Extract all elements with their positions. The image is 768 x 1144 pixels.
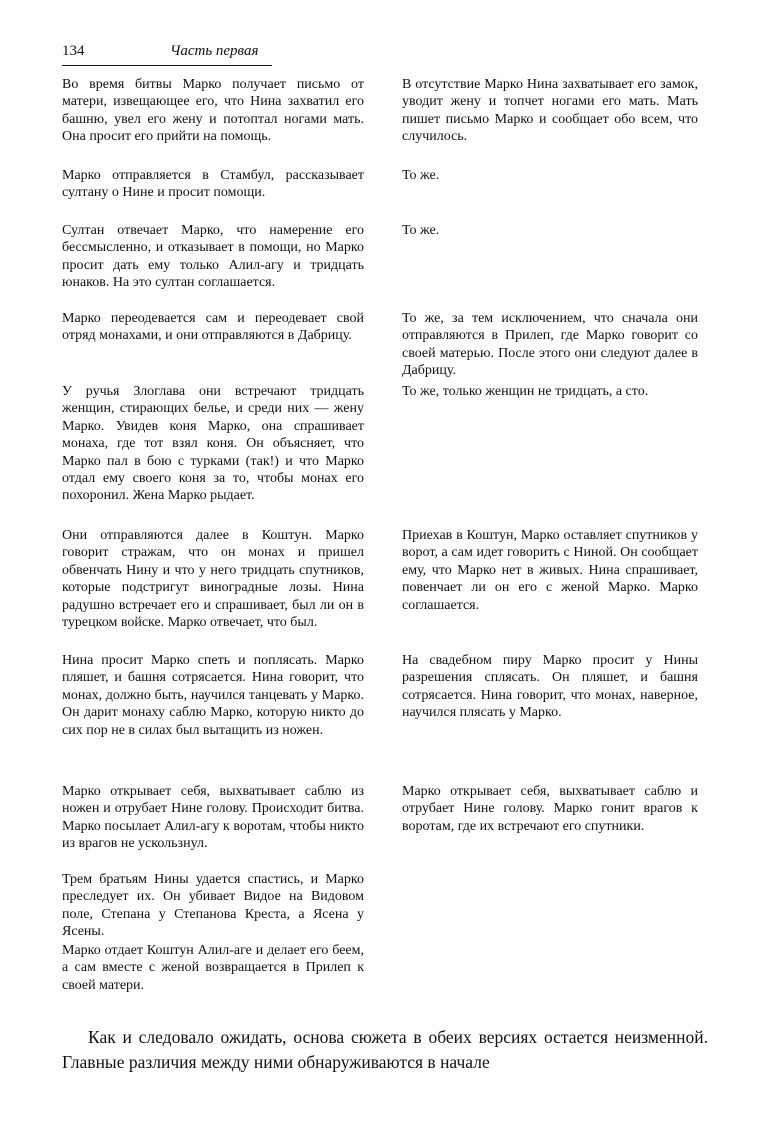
right-column-paragraph-7: На свадебном пиру Марко просит у Нины разрешения сплясать. Он пляшет, и башня сотрясается. Нина говорит, что монах, наверное, научился плясать у Марко. xyxy=(402,653,698,721)
right-column-paragraph-5: То же, только женщин не тридцать, а сто. xyxy=(402,384,649,399)
left-column-paragraph-5: У ручья Злоглава они встречают тридцать женщин, стирающих белье, и среди них — жену Марко. Увидев коня Марко, она спрашивает монаха, где тот взял коня. Он объясняет, что Марко пал в бою с турками (так!) и что Марко отдал ему своего коня за то, чтобы монах его похоронил. Жена Марко рыдает. xyxy=(62,384,364,504)
body-paragraph: Как и следовало ожидать, основа сюжета в обеих версиях остается неизменной. Главные различия между ними обнаруживаются в начале xyxy=(62,1027,708,1072)
left-column-paragraph-2: Марко отправляется в Стамбул, рассказывает султану о Нине и просит помощи. xyxy=(62,168,364,201)
page-number: 134 xyxy=(62,43,85,59)
left-column-paragraph-4: Марко переодевается сам и переодевает свой отряд монахами, и они отправляются в Дабрицу. xyxy=(62,311,364,344)
right-column-paragraph-3: То же. xyxy=(402,223,440,238)
left-column-paragraph-3: Султан отвечает Марко, что намерение его бессмысленно, и отказывает в помощи, но Марко просит дать ему только Алил-агу и тридцать юнаков. На это султан соглашается. xyxy=(62,223,364,291)
left-column-paragraph-10: Марко отдает Коштун Алил-аге и делает его беем, а сам вместе с женой возвращается в Прилеп к своей матери. xyxy=(62,943,364,993)
left-column-paragraph-7: Нина просит Марко спеть и поплясать. Марко пляшет, и башня сотрясается. Нина говорит, что монах, должно быть, научился танцевать у Марко. Он дарит монаху саблю Марко, которую никто до сих пор не в силах был вытащить из ножен. xyxy=(62,653,364,738)
left-column-paragraph-1: Во время битвы Марко получает письмо от матери, извещающее его, что Нина захватил его башню, увел его жену и потоптал ногами мать. Она просит его прийти на помощь. xyxy=(62,77,364,145)
left-column-paragraph-6: Они отправляются далее в Коштун. Марко говорит стражам, что он монах и пришел обвенчать Нину и что у него тридцать спутников, которые подстригут виноградные лозы. Нина радушно встречает его и спрашивает, был ли он в турецком войске. Марко отвечает, что был. xyxy=(62,528,364,631)
running-title: Часть первая xyxy=(170,43,259,59)
right-column-paragraph-4: То же, за тем исключением, что сначала они отправляются в Прилеп, где Марко говорит со своей матерью. После этого они следуют далее в Дабрицу. xyxy=(402,311,698,379)
left-column-paragraph-9: Трем братьям Нины удается спастись, и Марко преследует их. Он убивает Видое на Видовом поле, Степана у Степанова Креста, а Ясена у Ясены. xyxy=(62,872,364,940)
right-column-paragraph-2: То же. xyxy=(402,168,440,183)
running-header xyxy=(62,43,272,66)
right-column-paragraph-8: Марко открывает себя, выхватывает саблю и отрубает Нине голову. Марко гонит врагов к воротам, где их встречают его спутники. xyxy=(402,784,698,834)
right-column-paragraph-1: В отсутствие Марко Нина захватывает его замок, уводит жену и топчет ногами его мать. Мать пишет письмо Марко и сообщает обо всем, что случилось. xyxy=(402,77,698,145)
right-column-paragraph-6: Приехав в Коштун, Марко оставляет спутников у ворот, а сам идет говорить с Ниной. Он сообщает ему, что Марко нет в живых. Нина спрашивает, повенчает ли он его с женой Марко. Марко соглашается. xyxy=(402,528,698,613)
left-column-paragraph-8: Марко открывает себя, выхватывает саблю из ножен и отрубает Нине голову. Происходит битва. Марко посылает Алил-агу к воротам, чтобы никто из врагов не ускользнул. xyxy=(62,784,364,852)
